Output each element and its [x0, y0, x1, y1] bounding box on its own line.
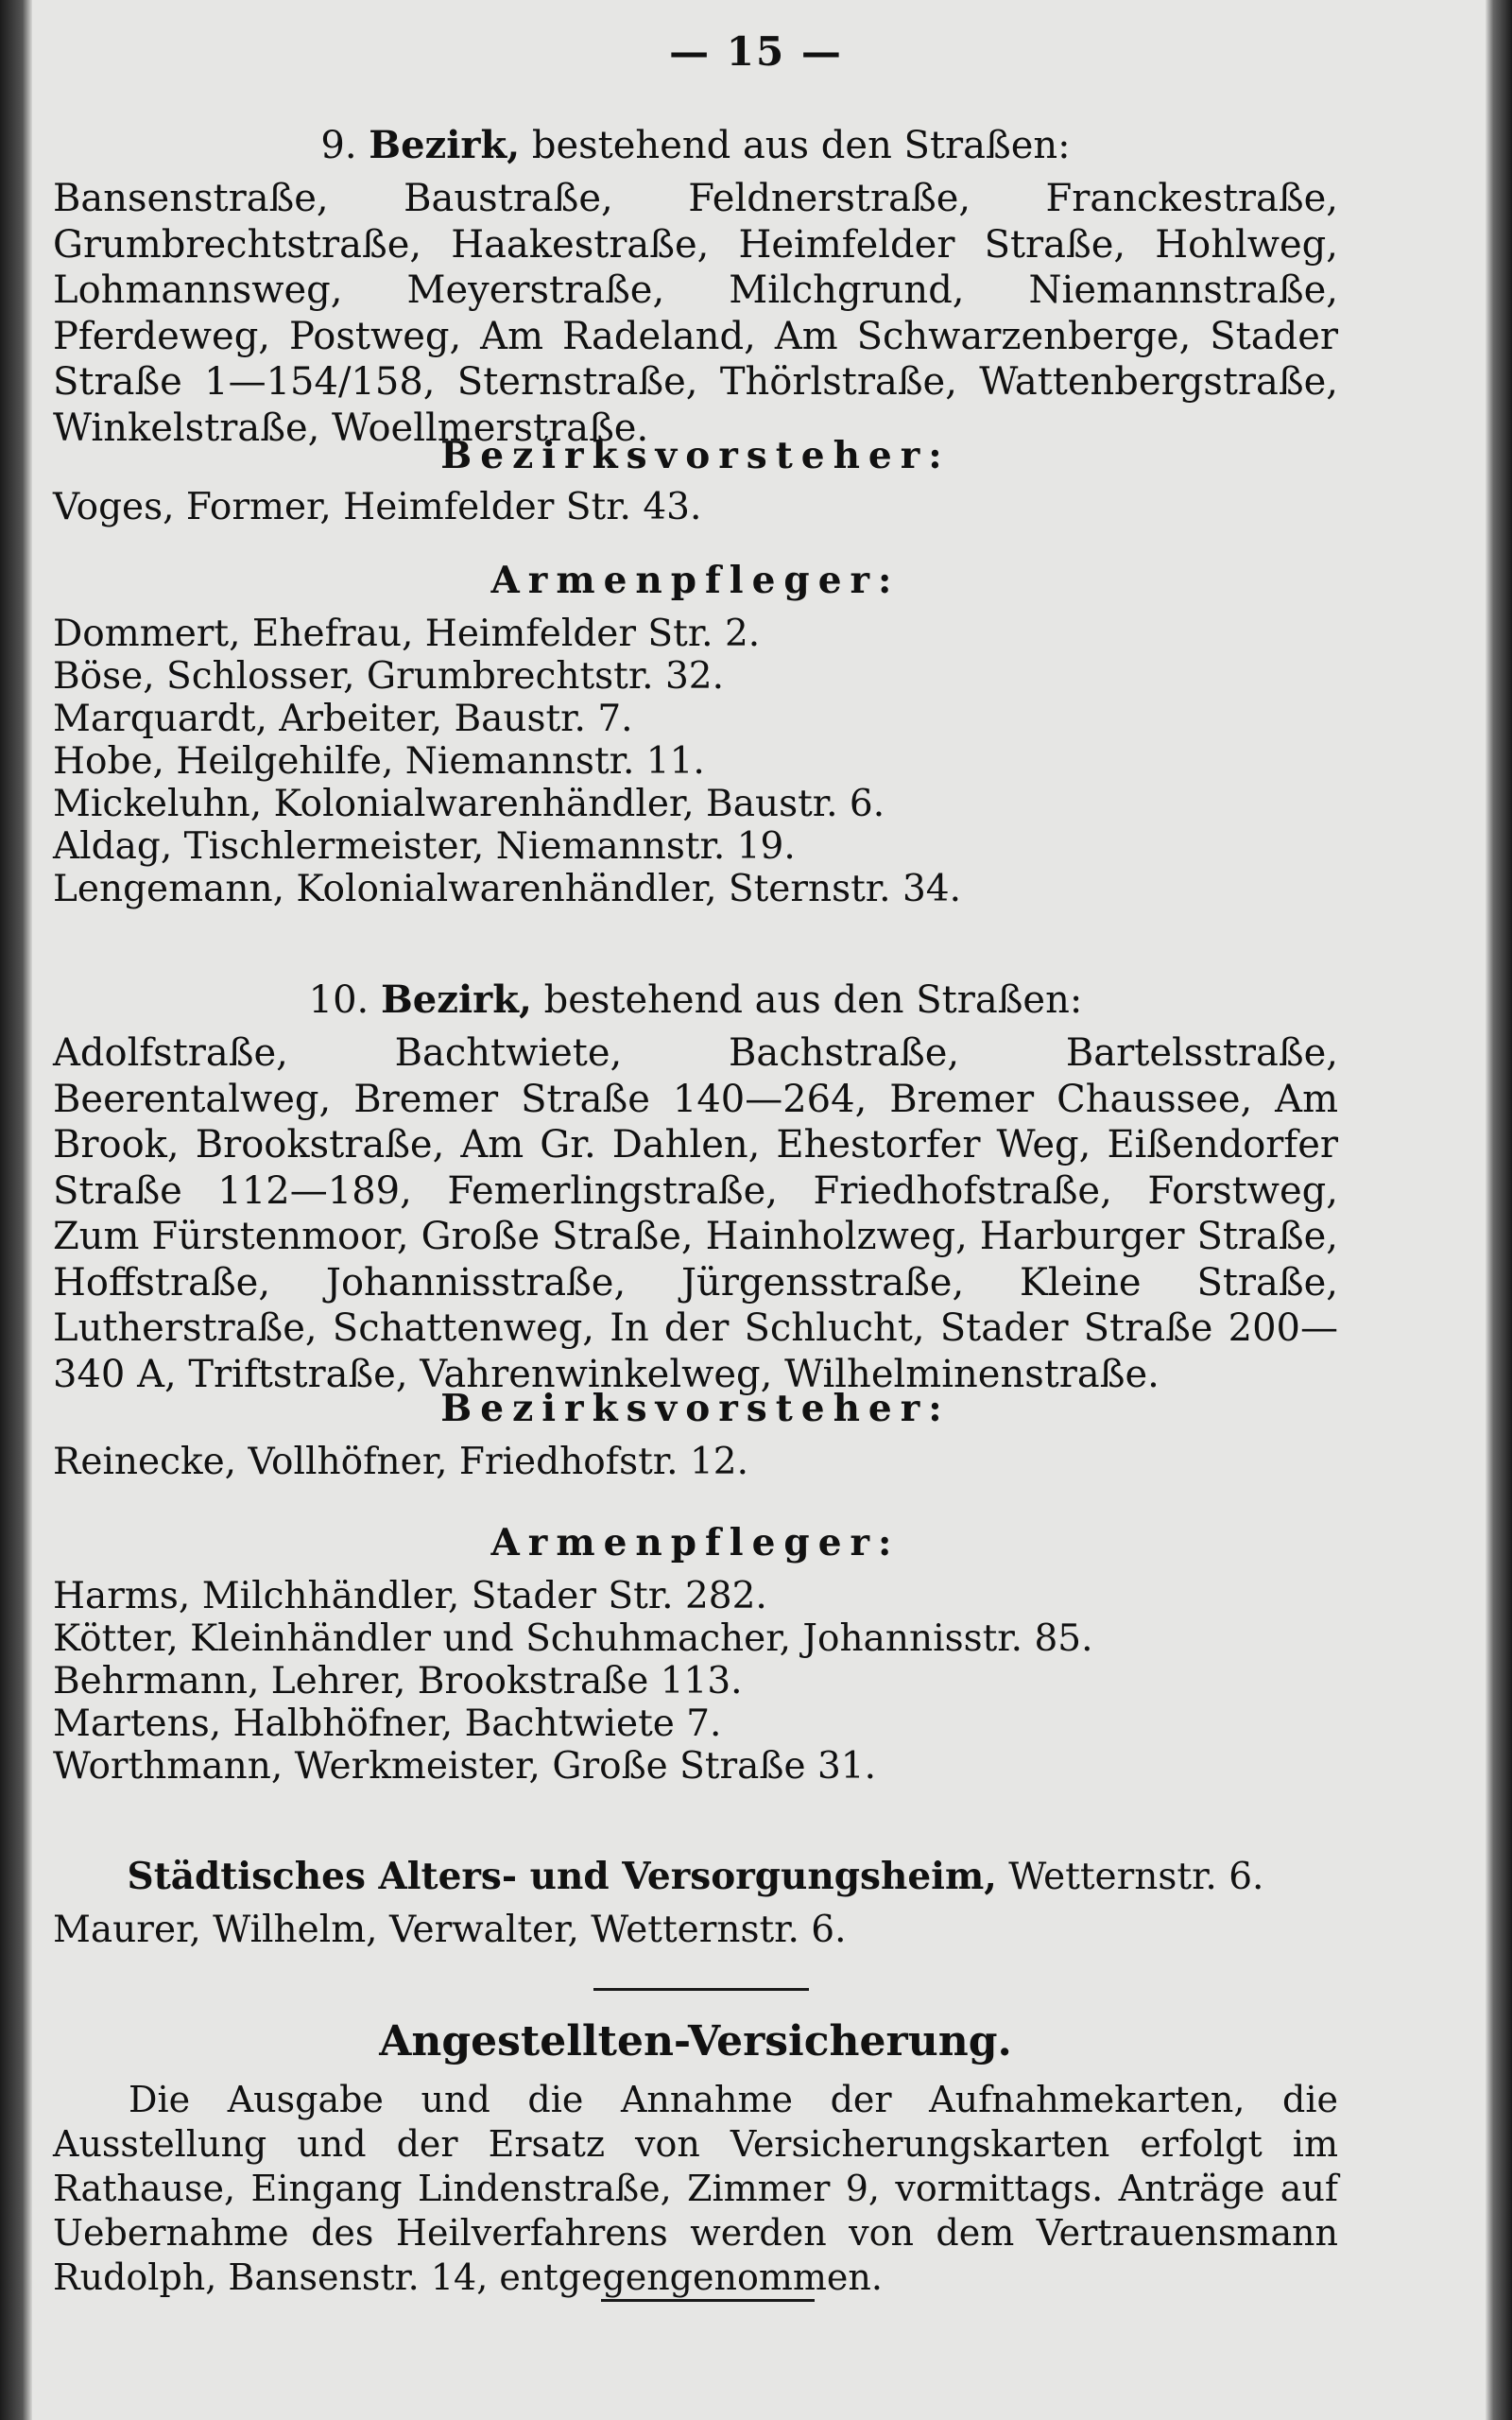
list-item: Aldag, Tischlermeister, Niemannstr. 19. — [53, 825, 796, 868]
district-9-number: 9. — [320, 124, 357, 167]
care-home-name: Städtisches Alters- und Versorgungsheim, — [127, 1855, 997, 1898]
district-10-carers-section — [53, 1518, 1338, 1788]
end-divider — [601, 2299, 815, 2302]
list-item: Hobe, Heilgehilfe, Niemannstr. 11. — [53, 740, 705, 783]
page-number: — 15 — — [669, 28, 843, 75]
care-home-manager: Maurer, Wilhelm, Verwalter, Wetternstr. 6. — [53, 1909, 847, 1951]
district-9-suffix: bestehend aus den Straßen: — [531, 124, 1071, 167]
district-10-label: Bezirk, — [380, 977, 532, 1022]
district-9-carers-section — [53, 556, 1338, 910]
district-10-heading — [53, 974, 1338, 1027]
district-10-streets: Adolfstraße, Bachtwiete, Bachstraße, Bartelsstraße, Beerentalweg, Bremer Straße 140—264, Bremer Chaussee, Am Brook, Brookstraße, Am Gr. Dahlen, Ehestorfer Weg, Eißendorfer Straße 112—189, Femerlingstraße, Friedhofstraße, Forstweg, Zum Fürstenmoor, Große Straße, Hainholzweg, Harburger Straße, Hoffstraße, Johannisstraße, Jürgensstraße, Kleine Straße, Lutherstraße, Schattenweg, In der Schlucht, Stader Straße 200—340 A, Triftstraße, Vahrenwinkelweg, Wilhelminenstraße. — [53, 1031, 1338, 1396]
district-10-carers-list — [53, 1575, 1338, 1788]
list-item: Lengemann, Kolonialwarenhändler, Sternstr. 34. — [53, 868, 961, 910]
district-10-chair-section — [53, 1384, 1338, 1483]
insurance-title: Angestellten-Versicherung. — [379, 2017, 1012, 2066]
district-10-carers-heading: Armenpfleger: — [490, 1521, 901, 1564]
insurance-section — [53, 2014, 1338, 2300]
district-9-streets: Bansenstraße, Baustraße, Feldnerstraße, Franckestraße, Grumbrechtstraße, Haakestraße, Heimfelder Straße, Hohlweg, Lohmannsweg, Meyerstraße, Milchgrund, Niemannstraße, Pferdeweg, Postweg, Am Radeland, Am Schwarzenberge, Stader Straße 1—154/158, Sternstraße, Thörlstraße, Wattenbergstraße, Winkelstraße, Woellmerstraße. — [53, 177, 1338, 450]
district-9-heading — [53, 119, 1338, 172]
district-9-carers-heading: Armenpfleger: — [490, 559, 901, 602]
district-9-chair-section — [53, 431, 1338, 528]
care-home-section — [53, 1853, 1338, 1954]
care-home-address: Wetternstr. 6. — [1008, 1856, 1264, 1898]
list-item: Kötter, Kleinhändler und Schuhmacher, Johannisstr. 85. — [53, 1617, 1093, 1660]
list-item: Martens, Halbhöfner, Bachtwiete 7. — [53, 1703, 722, 1745]
list-item: Behrmann, Lehrer, Brookstraße 113. — [53, 1660, 743, 1703]
district-9-label: Bezirk, — [369, 123, 521, 167]
care-home-heading — [53, 1853, 1338, 1901]
list-item: Marquardt, Arbeiter, Baustr. 7. — [53, 698, 633, 740]
district-10 — [53, 974, 1338, 1397]
district-10-chair: Reinecke, Vollhöfner, Friedhofstr. 12. — [53, 1441, 748, 1483]
section-divider — [593, 1988, 809, 1991]
district-9-carers-list — [53, 613, 1338, 910]
district-9-chair-heading: Bezirksvorsteher: — [440, 434, 951, 477]
district-9 — [53, 119, 1338, 451]
district-9-chair: Voges, Former, Heimfelder Str. 43. — [53, 486, 702, 528]
list-item: Worthmann, Werkmeister, Große Straße 31. — [53, 1745, 876, 1788]
insurance-text: Die Ausgabe und die Annahme der Aufnahmekarten, die Ausstellung und der Ersatz von Versicherungskarten erfolgt im Rathause, Eingang Lindenstraße, Zimmer 9, vormittags. Anträge auf Uebernahme des Heilverfahrens werden von dem Vertrauensmann Rudolph, Bansenstr. 14, entgegengenommen. — [53, 2079, 1338, 2298]
district-10-suffix: bestehend aus den Straßen: — [543, 978, 1083, 1022]
list-item: Böse, Schlosser, Grumbrechtstr. 32. — [53, 655, 724, 698]
list-item: Harms, Milchhändler, Stader Str. 282. — [53, 1575, 767, 1617]
list-item: Dommert, Ehefrau, Heimfelder Str. 2. — [53, 613, 761, 655]
list-item: Mickeluhn, Kolonialwarenhändler, Baustr. 6. — [53, 783, 885, 825]
district-10-number: 10. — [308, 978, 369, 1022]
district-10-chair-heading: Bezirksvorsteher: — [440, 1387, 951, 1430]
